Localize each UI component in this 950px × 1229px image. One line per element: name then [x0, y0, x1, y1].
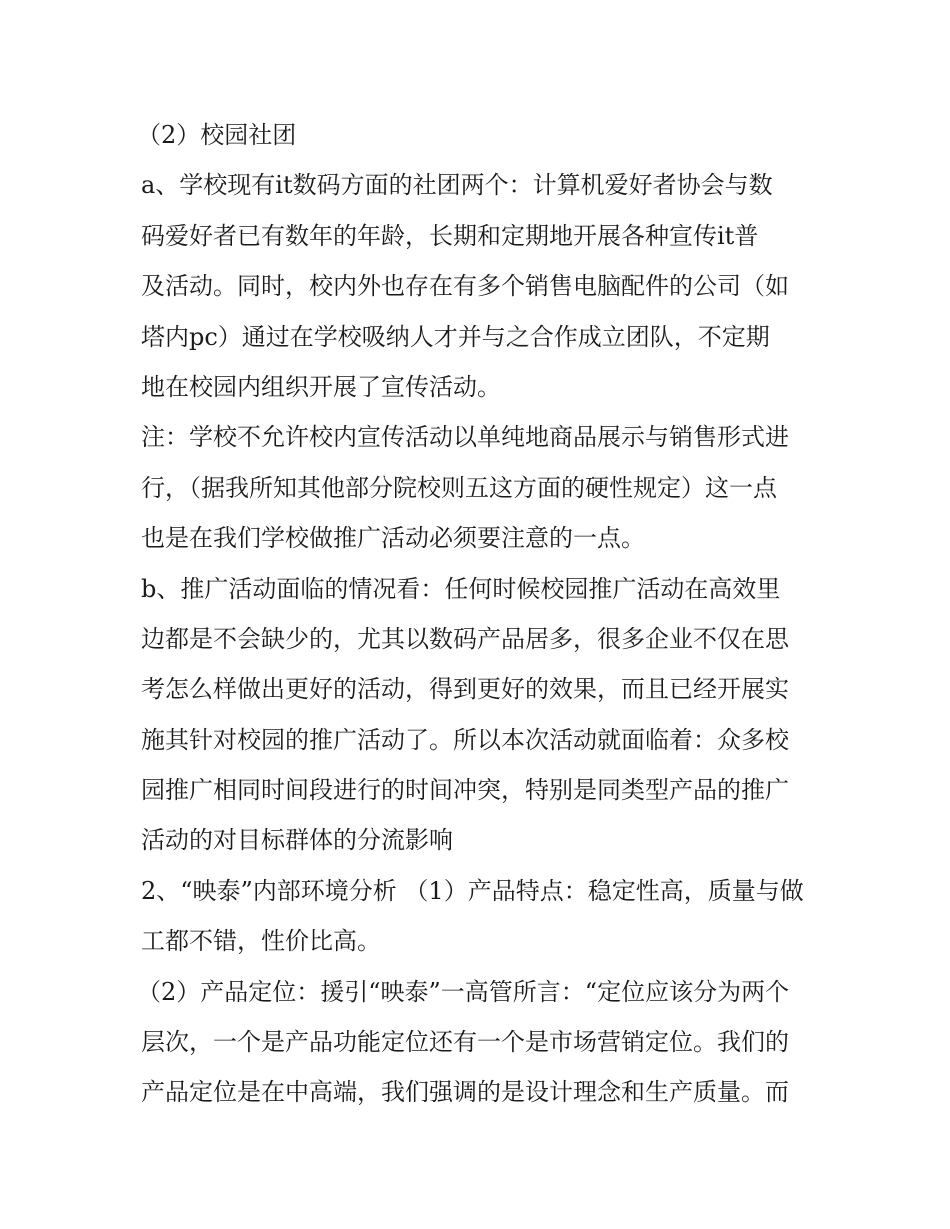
section-heading-internal-analysis: 2、“映泰”内部环境分析 （1）产品特点：稳定性高，质量与做	[141, 876, 804, 905]
paragraph-line: 层次，一个是产品功能定位还有一个是市场营销定位。我们的	[141, 1028, 789, 1057]
document-body	[137, 110, 816, 1118]
note-line: 也是在我们学校做推广活动必须要注意的一点。	[141, 524, 645, 553]
paragraph-line: 考怎么样做出更好的活动，得到更好的效果，而且已经开展实	[141, 675, 789, 704]
paragraph-line: 工都不错，性价比高。	[141, 927, 381, 956]
paragraph-line: 活动的对目标群体的分流影响	[141, 826, 453, 855]
note-line: 注：学校不允许校内宣传活动以单纯地商品展示与销售形式进	[141, 423, 789, 452]
paragraph-line: 码爱好者已有数年的年龄，长期和定期地开展各种宣传it普	[141, 221, 759, 250]
paragraph-line: a、学校现有it数码方面的社团两个：计算机爱好者协会与数	[141, 171, 773, 200]
note-line: 行，（据我所知其他部分院校则五这方面的硬性规定）这一点	[141, 473, 777, 502]
paragraph-line: 施其针对校园的推广活动了。所以本次活动就面临着：众多校	[141, 725, 789, 754]
paragraph-line: （2）产品定位：援引“映泰”一高管所言：“定位应该分为两个	[137, 977, 790, 1006]
paragraph-line: 产品定位是在中高端，我们强调的是设计理念和生产质量。而	[141, 1078, 789, 1107]
paragraph-line: 边都是不会缺少的，尤其以数码产品居多，很多企业不仅在思	[141, 624, 789, 653]
paragraph-line: 地在校园内组织开展了宣传活动。	[141, 372, 501, 401]
paragraph-line: 及活动。同时，校内外也存在有多个销售电脑配件的公司（如	[141, 272, 789, 301]
paragraph-line: 塔内pc）通过在学校吸纳人才并与之合作成立团队，不定期	[141, 322, 770, 351]
paragraph-line: b、推广活动面临的情况看：任何时候校园推广活动在高效里	[141, 574, 781, 603]
paragraph-line: 园推广相同时间段进行的时间冲突，特别是同类型产品的推广	[141, 776, 789, 805]
section-heading-campus-clubs: （2）校园社团	[137, 121, 297, 149]
